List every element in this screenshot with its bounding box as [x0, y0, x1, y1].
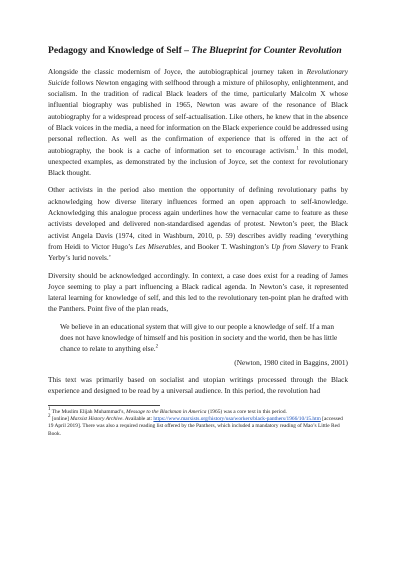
p2-title-up-from-slavery: Up from Slavery: [271, 241, 321, 251]
section-heading: [48, 45, 348, 57]
footnote-ref-1[interactable]: 1: [296, 146, 299, 152]
footnote-1: [48, 406, 348, 416]
footnote-2: [48, 416, 348, 438]
p2-title-les-miserables: Les Miserables: [135, 241, 181, 251]
footnote-1-title: Message to the Blackman in America: [126, 408, 207, 415]
quote-text: We believe in an educational system that will give to our people a knowledge of self. If a man does not have knowledge of himself and his position in society and the world, then be has little chance to relate to anything else.: [60, 321, 338, 354]
footnote-2-text-a: [online]: [50, 415, 71, 422]
footnote-1-text-c: (1965) was a core text in this period.: [206, 408, 287, 415]
paragraph-3: Diversity should be acknowledged accordingly. In context, a case does exist for a reading of James Joyce seeming to play a part influencing a Black radical agenda. In Newton’s case, it represented lateral learning for knowledge of self, and this led to the revolutionary ten-point plan he drafted with the Panthers. Point five of the plan reads,: [48, 270, 348, 314]
footnote-ref-2[interactable]: 2: [155, 344, 159, 350]
p1-text-d: In this model, unexpected examples, as demonstrated by the inclusion of Joyce, set the context for revolutionary Black thought.: [48, 145, 348, 178]
footnote-number: 1: [48, 406, 51, 412]
footnote-divider: [48, 405, 160, 406]
paragraph-1: [48, 66, 348, 179]
paragraph-2: [48, 184, 348, 263]
quote-citation: (Newton, 1980 cited in Baggins, 2001): [234, 357, 348, 367]
footnote-2-link[interactable]: https://www.marxists.org/history/usa/workers/black-panthers/1966/10/15.htm: [153, 415, 321, 422]
heading-italic: The Blueprint for Counter Revolution: [191, 45, 342, 56]
p1-text-a: Alongside the classic modernism of Joyce, the autobiographical journey taken in: [48, 66, 307, 76]
footnote-2-archive-title: Marxist History Archive: [70, 415, 123, 422]
p2-text-c: , and Booker T. Washington’s: [180, 241, 272, 251]
footnote-number: 2: [48, 414, 51, 420]
heading-plain: Pedagogy and Knowledge of Self –: [48, 45, 192, 56]
p2-text-e: to Frank Yerby’s lurid novels.’: [48, 241, 348, 263]
paragraph-4: This text was primarily based on socialist and utopian writings processed through the Black experience and designed to be read by a universal audience. In this period, the revolution had: [48, 374, 348, 396]
p1-text-c: follows Newton engaging with selfhood through a mixture of philosophy, enlightenment, and socialism. In the tradition of radical Black leaders of the time, particularly Malcolm X whose influential biography was published in 1965, Newton was aware of the resonance of Black autobiography for a widespread process of self-actualisation. Like others, he knew that in the absence of Black voices in the media, a need for information on the Black experience could be addressed using personal reflection. As well as the confirmation of experience that is offered in the act of autobiography, the book is a cache of information set to encourage activism.: [48, 77, 348, 155]
footnote-2-text-d: [accessed 19 April 2019]. There was also a required reading list offered by the Panthers, which included a mandatory reading of Mao’s Little Red Book.: [48, 415, 343, 437]
block-quote: [60, 321, 348, 355]
p2-text-a: Other activists in the period also mention the opportunity of defining revolutionary paths by acknowledging how diverse literary influences formed an open approach to self-knowledge. Acknowledging this analogue process again underlines how the vernacular came to feature as these activists developed and delivered non-standardised agendas of protest. Newton’s peer, the Black activist Angela Davis (1974, cited in Washburn, 2010, p. 59) describes avidly reading ‘everything from Heidi to Victor Hugo’s: [48, 185, 348, 251]
footnote-1-text-a: The Muslim Elijah Muhammad’s,: [50, 408, 127, 415]
footnote-2-text-c: . Available at:: [122, 415, 154, 422]
p1-title-revolutionary-suicide: Revolutionary Suicide: [48, 66, 348, 87]
